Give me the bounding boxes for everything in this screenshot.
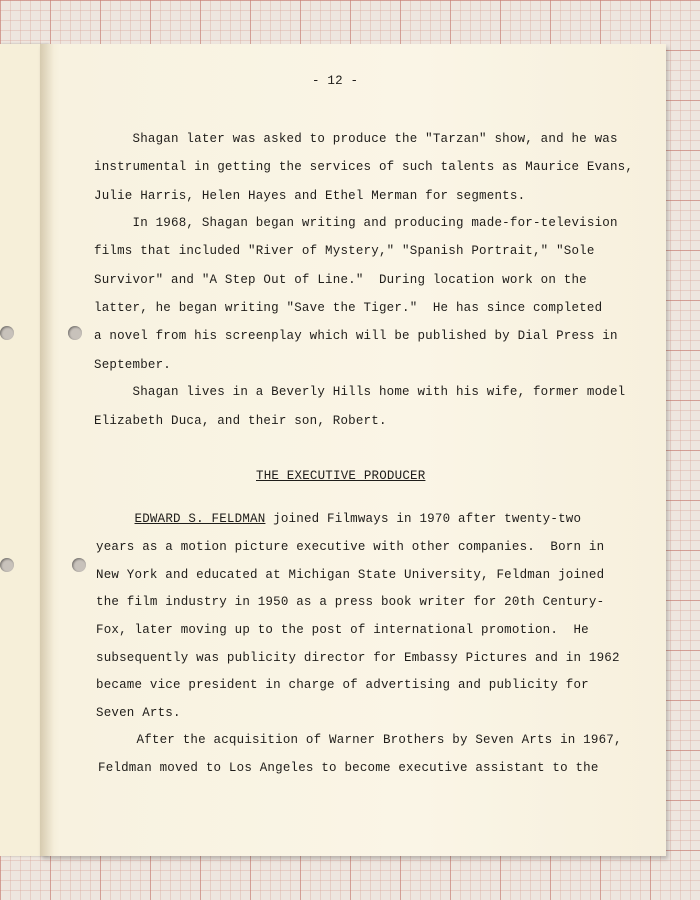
body-line: Elizabeth Duca, and their son, Robert. — [94, 414, 387, 428]
body-line: years as a motion picture executive with other companies. Born in — [96, 540, 605, 554]
body-line: Shagan later was asked to produce the "Tarzan" show, and he was — [94, 132, 618, 146]
body-line: Seven Arts. — [96, 706, 181, 720]
page-gutter-shadow — [40, 44, 54, 856]
document-page — [40, 44, 666, 856]
body-line: New York and educated at Michigan State University, Feldman joined — [96, 568, 605, 582]
body-line: After the acquisition of Warner Brothers by Seven Arts in 1967, — [98, 733, 622, 747]
person-name: EDWARD S. FELDMAN — [134, 512, 266, 526]
body-line: latter, he began writing "Save the Tiger." He has since completed — [94, 301, 603, 315]
body-line: Fox, later moving up to the post of international promotion. He — [96, 623, 589, 637]
body-line: films that included "River of Mystery," "Spanish Portrait," "Sole — [94, 244, 595, 258]
body-line: Survivor" and "A Step Out of Line." During location work on the — [94, 273, 587, 287]
body-line: instrumental in getting the services of such talents as Maurice Evans, — [94, 160, 634, 174]
body-line: the film industry in 1950 as a press book writer for 20th Century- — [96, 595, 605, 609]
body-line: became vice president in charge of advertising and publicity for — [96, 678, 589, 692]
body-line: September. — [94, 358, 172, 372]
body-line: Shagan lives in a Beverly Hills home with his wife, former model — [94, 385, 626, 399]
punch-hole — [0, 558, 14, 572]
punch-hole — [0, 326, 14, 340]
body-line: subsequently was publicity director for Embassy Pictures and in 1962 — [96, 651, 620, 665]
body-line: Julie Harris, Helen Hayes and Ethel Merman for segments. — [94, 189, 526, 203]
body-line — [96, 512, 581, 526]
body-line: a novel from his screenplay which will be published by Dial Press in — [94, 329, 618, 343]
body-line: In 1968, Shagan began writing and producing made-for-television — [94, 216, 618, 230]
body-text: joined Filmways in 1970 after twenty-two — [265, 512, 582, 526]
body-line: Feldman moved to Los Angeles to become executive assistant to the — [98, 761, 599, 775]
punch-hole — [68, 326, 82, 340]
section-heading: THE EXECUTIVE PRODUCER — [256, 469, 426, 483]
page-number: - 12 - — [312, 74, 359, 88]
punch-hole — [72, 558, 86, 572]
